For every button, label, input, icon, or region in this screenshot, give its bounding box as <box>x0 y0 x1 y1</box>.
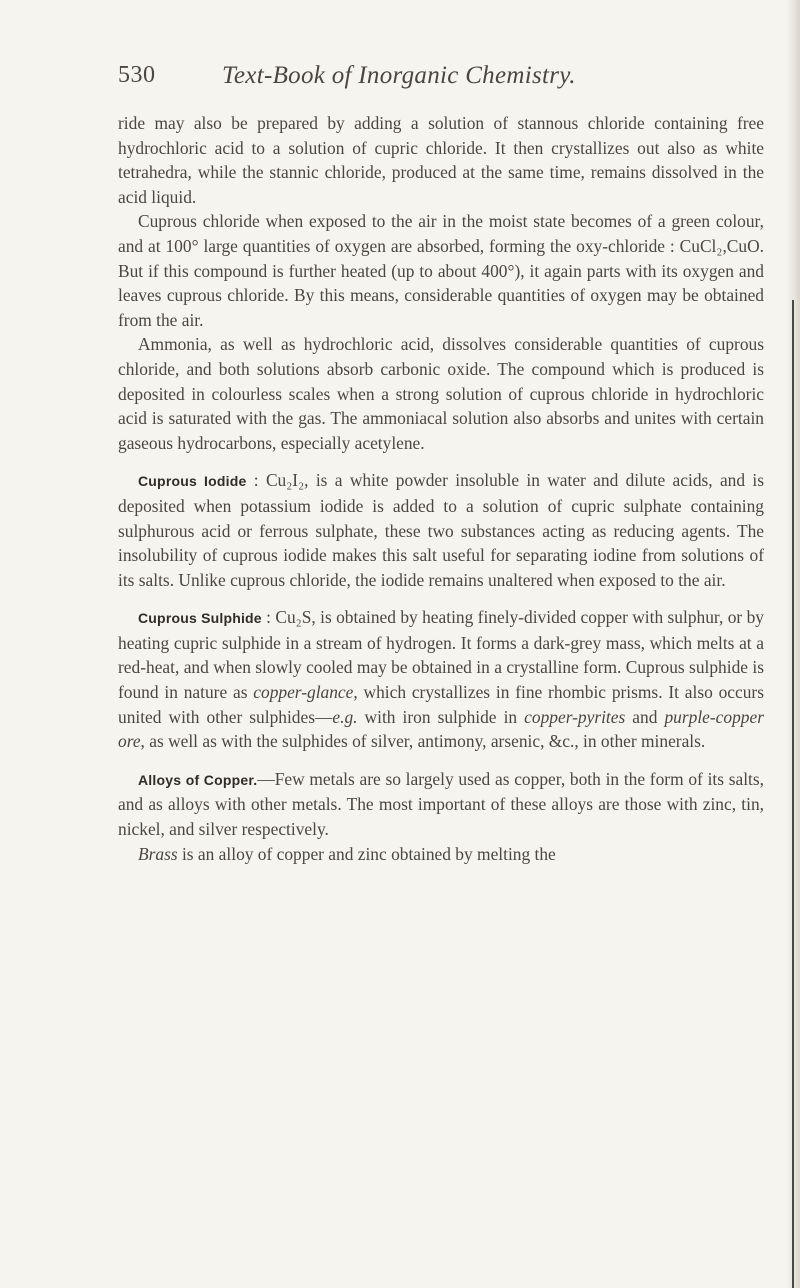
page-number: 530 <box>118 62 156 88</box>
binding-line <box>792 300 794 1288</box>
section-text: —Few metals are so largely used as copper, both in the form of its salts, and as alloys with other metals. The most important of these alloys are those with zinc, tin, nickel, and silver respectively. <box>118 768 764 840</box>
paragraph: Ammonia, as well as hydrochloric acid, dissolves considerable quantities of cuprous chloride, and both solutions absorb carbonic oxide. The compound which is produced is deposited in colourless scales when a strong solution of cuprous chloride in hydrochloric acid is saturated with the gas. The ammoniacal solution also absorbs and unites with certain gaseous hydrocarbons, especially acetylene. <box>118 334 764 453</box>
mineral-name: copper-glance <box>253 682 354 703</box>
section-heading: Alloys of Copper. <box>138 771 258 788</box>
section-text: , as well as with the sulphides of silver, antimony, arsenic, &c., in other minerals. <box>140 731 706 752</box>
abbreviation: e.g. <box>332 706 358 727</box>
term: Brass <box>138 843 178 864</box>
section-text: and <box>625 706 665 727</box>
page-edge <box>786 0 800 1288</box>
paragraph: ride may also be prepared by adding a solution of stannous chloride containing free hydrochloric acid to a solution of cupric chloride. It then crystallizes out also as white tetrahedra, while the stannic chloride, produced at the same time, remains dissolved in the acid liquid. <box>118 113 764 207</box>
brass-paragraph <box>118 842 764 867</box>
running-title: Text-Book of Inorganic Chemistry. <box>222 62 576 89</box>
mineral-name: purple-copper ore <box>118 706 764 752</box>
page-header <box>118 62 758 98</box>
section-text: , which crystallizes in fine rhombic prisms. It also occurs united with other sulphides— <box>118 682 764 727</box>
cuprous-sulphide-section <box>118 605 764 754</box>
section-heading: Cuprous Sulphide <box>138 610 262 627</box>
body-text <box>118 111 764 866</box>
paragraph: Cuprous chloride when exposed to the air in the moist state becomes of a green colour, and at 100° large quantities of oxygen are absorbed, forming the oxy-chloride : CuCl₂,CuO. But if this compound is further heated (up to about 400°), it again parts with its oxygen and leaves cuprous chloride. By this means, considerable quantities of oxygen may be obtained from the air. <box>118 211 764 330</box>
section-heading: Cuprous Iodide <box>138 473 247 490</box>
cuprous-iodide-section <box>118 468 764 592</box>
section-text: with iron sulphide in <box>357 706 525 727</box>
section-text: : Cu₂I₂, is a white powder insoluble in water and dilute acids, and is deposited when potassium iodide is added to a solution of cupric sulphate containing sulphurous acid or ferrous sulphate, these two substances acting as reducing agents. The insolubility of cuprous iodide makes this salt useful for separating iodine from solutions of its salts. Unlike cuprous chloride, the iodide remains unaltered when exposed to the air. <box>118 470 764 590</box>
alloys-section <box>118 767 764 842</box>
section-text: : Cu₂S, is obtained by heating finely-divided copper with sulphur, or by heating cupric sulphide in a stream of hydrogen. It forms a dark-grey mass, which melts at a red-heat, and when slowly cooled may be obtained in a crystalline form. Cuprous sulphide is found in nature as <box>118 607 764 703</box>
mineral-name: copper-pyrites <box>524 706 626 727</box>
section-text: is an alloy of copper and zinc obtained by melting the <box>177 843 556 864</box>
